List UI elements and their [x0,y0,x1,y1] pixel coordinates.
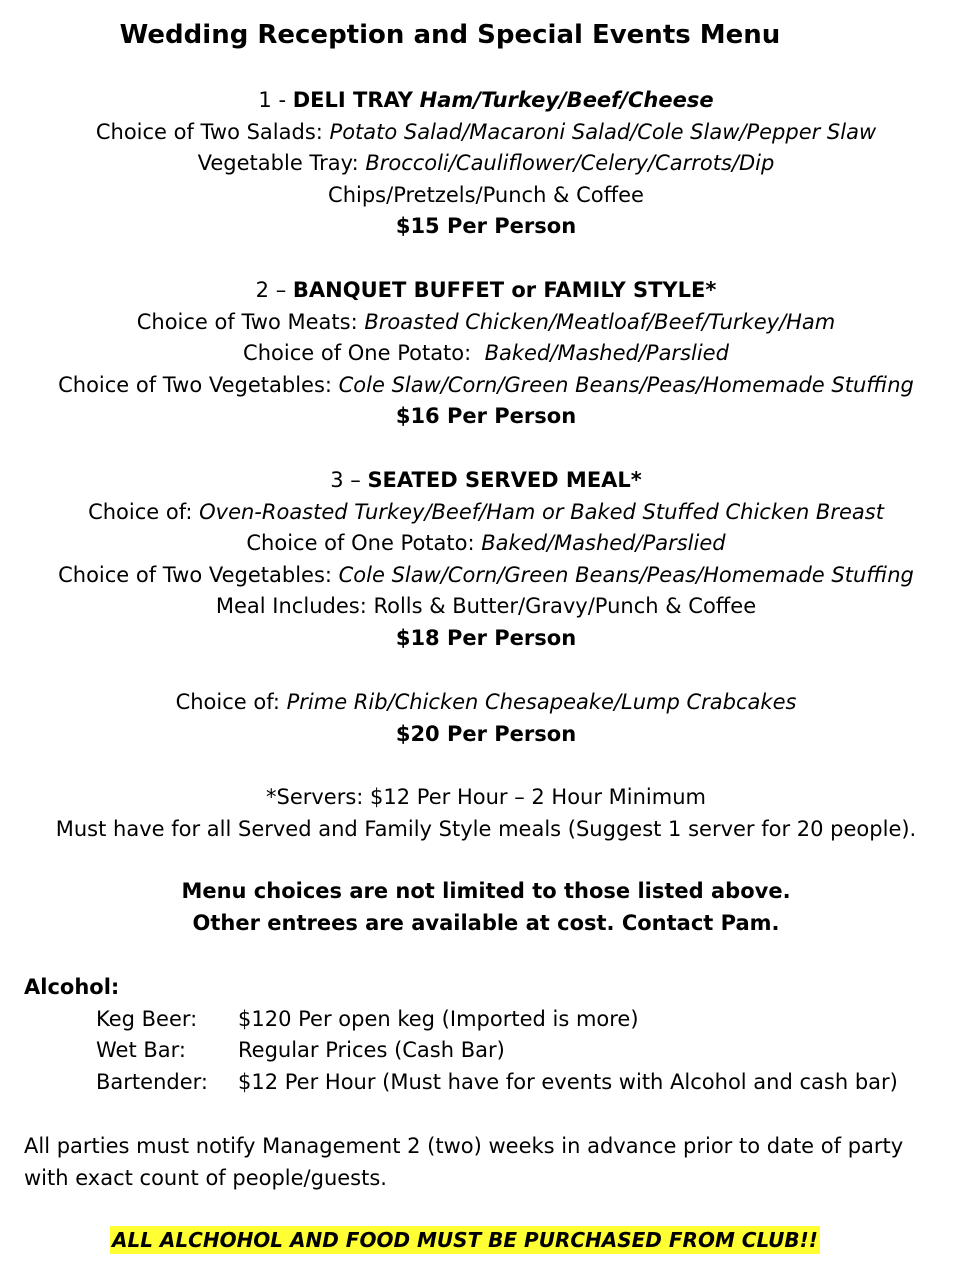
potato-line [0,338,960,370]
purchase-warning [110,1226,820,1254]
premium-choice-label: Choice of: [175,690,287,714]
alcohol-value: $120 Per open keg (Imported is more) [238,1007,639,1031]
entree-choice-label: Choice of: [88,499,200,524]
purchase-warning-text: ALL ALCHOHOL AND FOOD MUST BE PURCHASED FROM CLUB!! [112,1228,818,1252]
option-name: DELI TRAY [292,88,413,112]
menu-option-deli-tray [0,85,960,243]
alcohol-value: $12 Per Hour (Must have for events with Alcohol and cash bar) [238,1070,898,1094]
notice-line-2: with exact count of people/guests. [24,1165,387,1190]
alcohol-label: Bartender: [96,1070,208,1094]
entree-choice-line [0,497,960,529]
option-name: SEATED SERVED MEAL* [367,468,642,492]
vegetable-tray-line [0,148,960,180]
entree-choice-items: Oven-Roasted Turkey/Beef/Ham or Baked Stuffed Chicken Breast [199,499,884,524]
potato-items: Baked/Mashed/Parslied [484,341,729,366]
premium-choice-line [0,687,960,719]
extras-line: Chips/Pretzels/Punch & Coffee [328,182,644,207]
vegetables-line [0,560,960,592]
menu-choices-note [0,876,960,939]
vegetables-line [0,370,960,402]
vegetable-tray-label: Vegetable Tray: [197,151,366,176]
alcohol-row-wet-bar [96,1035,505,1067]
meats-label: Choice of Two Meats: [136,309,365,334]
option-items: Ham/Turkey/Beef/Cheese [419,88,714,112]
menu-option-premium [0,687,960,750]
vegetables-items: Cole Slaw/Corn/Green Beans/Peas/Homemade Stuffing [338,562,914,587]
menu-option-seated-meal [0,465,960,655]
option-number: 1 - [258,88,293,112]
alcohol-label: Keg Beer: [96,1007,198,1031]
notice-line-1: All parties must notify Management 2 (two) weeks in advance prior to date of party [24,1134,904,1158]
salads-label: Choice of Two Salads: [95,119,330,144]
vegetables-label: Choice of Two Vegetables: [58,562,339,587]
potato-label: Choice of One Potato: [246,531,482,556]
salads-items: Potato Salad/Macaroni Salad/Cole Slaw/Pepper Slaw [329,119,877,144]
option-heading [0,275,960,307]
vegetables-label: Choice of Two Vegetables: [58,372,339,397]
meats-items: Broasted Chicken/Meatloaf/Beef/Turkey/Ham [364,309,836,334]
page-title: Wedding Reception and Special Events Menu [119,20,781,50]
potato-items: Baked/Mashed/Parslied [481,531,726,556]
vegetables-items: Cole Slaw/Corn/Green Beans/Peas/Homemade Stuffing [338,372,914,397]
option-heading [0,465,960,497]
alcohol-label: Wet Bar: [96,1038,186,1062]
potato-label: Choice of One Potato: [243,341,485,366]
price: $18 Per Person [395,625,577,650]
option-number: 2 – [255,278,293,302]
option-heading [0,85,960,117]
salads-line [0,117,960,149]
alcohol-value: Regular Prices (Cash Bar) [238,1038,505,1062]
servers-note [0,782,960,845]
price: $20 Per Person [395,721,577,746]
alcohol-row-keg-beer [96,1004,639,1036]
servers-requirement: Must have for all Served and Family Style meals (Suggest 1 server for 20 people). [55,816,917,841]
price: $16 Per Person [395,404,577,429]
premium-choice-items: Prime Rib/Chicken Chesapeake/Lump Crabcakes [286,690,797,714]
servers-rate: *Servers: $12 Per Hour – 2 Hour Minimum [265,785,706,809]
advance-notice [24,1131,949,1194]
option-name: BANQUET BUFFET or FAMILY STYLE* [292,278,717,302]
meats-line [0,307,960,339]
price: $15 Per Person [395,214,577,239]
menu-note-line-1: Menu choices are not limited to those listed above. [181,879,791,903]
menu-note-line-2: Other entrees are available at cost. Contact Pam. [192,910,780,935]
menu-option-banquet-buffet [0,275,960,433]
vegetable-tray-items: Broccoli/Cauliflower/Celery/Carrots/Dip [365,151,775,176]
option-number: 3 – [330,468,368,492]
potato-line [0,528,960,560]
alcohol-row-bartender [96,1067,898,1099]
alcohol-heading: Alcohol: [24,975,120,999]
includes-line: Meal Includes: Rolls & Butter/Gravy/Punch & Coffee [215,594,757,619]
